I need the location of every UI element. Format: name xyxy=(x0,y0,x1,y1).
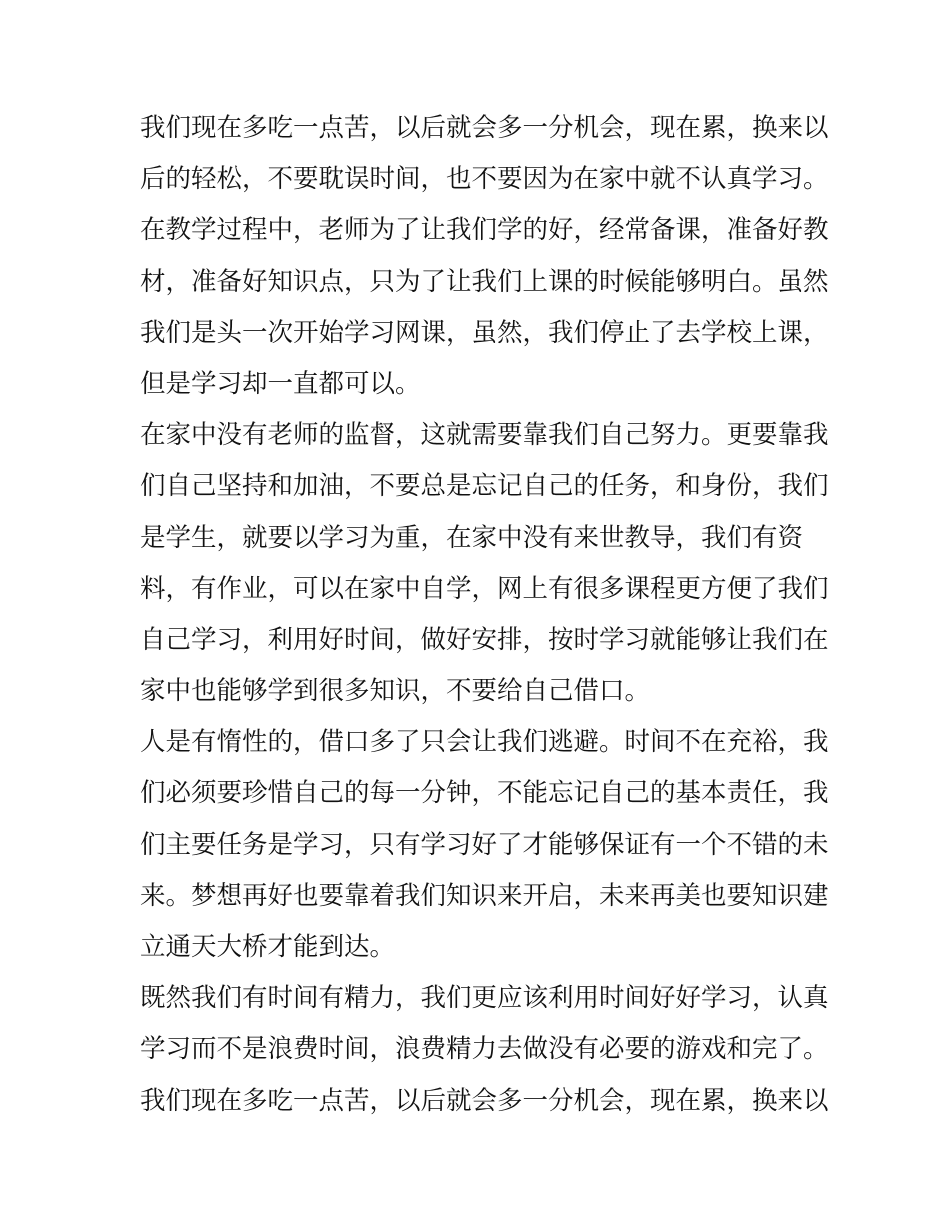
text-line: 后的轻松，不要耽误时间，也不要因为在家中就不认真学习。 xyxy=(140,164,829,195)
text-line: 我们是头一次开始学习网课，虽然，我们停止了去学校上课， xyxy=(140,317,829,348)
text-line: 我们现在多吃一点苦，以后就会多一分机会，现在累，换来以 xyxy=(140,113,829,143)
text-line: 学习而不是浪费时间，浪费精力去做没有必要的游戏和完了。 xyxy=(140,1034,829,1065)
text-line: 既然我们有时间有精力，我们更应该利用时间好好学习，认真 xyxy=(140,983,829,1014)
text-line: 们自己坚持和加油，不要总是忘记自己的任务，和身份，我们 xyxy=(140,471,829,502)
text-line: 料，有作业，可以在家中自学，网上有很多课程更方便了我们 xyxy=(140,573,829,604)
text-line: 在家中没有老师的监督，这就需要靠我们自己努力。更要靠我 xyxy=(140,420,829,451)
text-line: 但是学习却一直都可以。 xyxy=(140,368,421,399)
text-line: 们必须要珍惜自己的每一分钟，不能忘记自己的基本责任，我 xyxy=(140,778,829,809)
text-line: 是学生，就要以学习为重，在家中没有来世教导，我们有资 xyxy=(140,522,804,553)
text-line: 自己学习，利用好时间，做好安排，按时学习就能够让我们在 xyxy=(140,624,829,655)
text-line: 我们现在多吃一点苦，以后就会多一分机会，现在累，换来以 xyxy=(140,1085,829,1116)
body-text xyxy=(140,103,830,1127)
text-line: 来。梦想再好也要靠着我们知识来开启，未来再美也要知识建 xyxy=(140,880,829,911)
text-line: 家中也能够学到很多知识，不要给自己借口。 xyxy=(140,676,651,707)
text-line: 们主要任务是学习，只有学习好了才能够保证有一个不错的未 xyxy=(140,829,829,860)
text-line: 在教学过程中，老师为了让我们学的好，经常备课，准备好教 xyxy=(140,215,829,246)
text-line: 材，准备好知识点，只为了让我们上课的时候能够明白。虽然 xyxy=(140,266,829,297)
text-line: 人是有惰性的，借口多了只会让我们逃避。时间不在充裕，我 xyxy=(140,727,829,758)
text-line: 立通天大桥才能到达。 xyxy=(140,932,396,962)
